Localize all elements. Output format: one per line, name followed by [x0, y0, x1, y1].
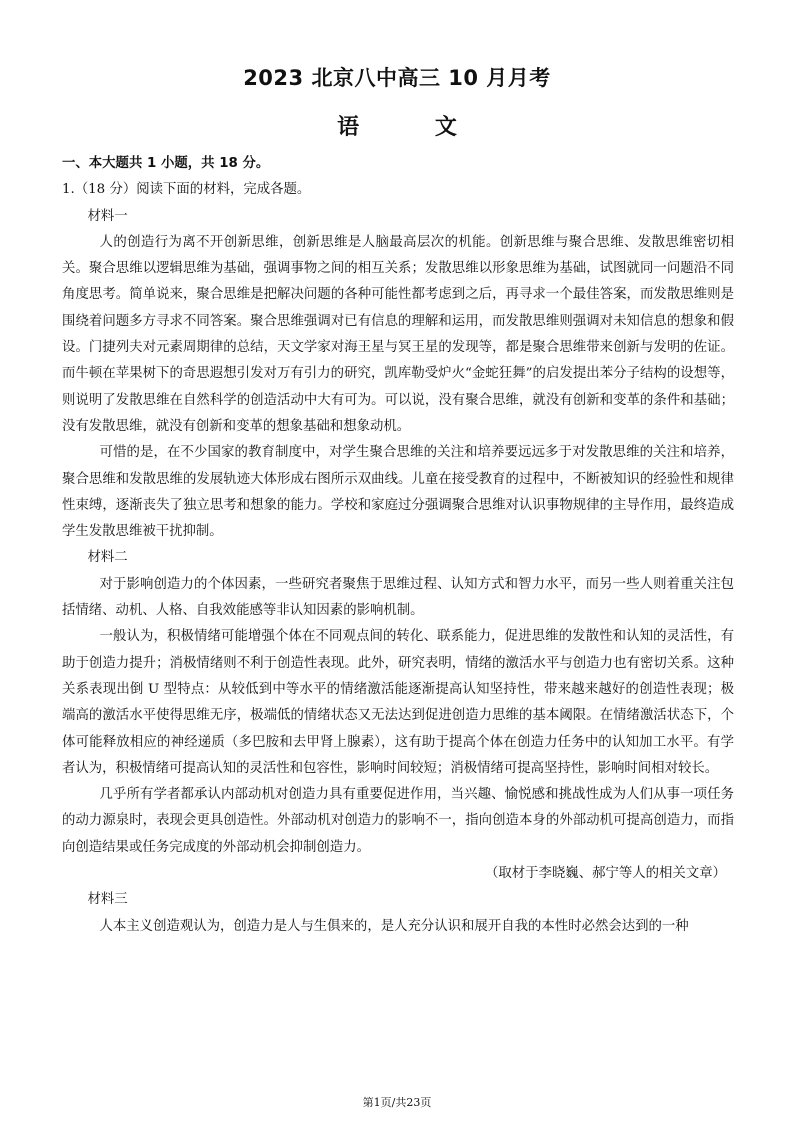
material-label-2: 材料二	[87, 550, 128, 566]
material-label-1: 材料一	[87, 208, 128, 224]
material-2-paragraph-2: 一般认为，积极情绪可能增强个体在不同观点间的转化、联系能力，促进思维的发散性和认知的灵活性，有助于创造力提升；消极情绪则不利于创造性表现。此外，研究表明，情绪的激活水平与创造力也有密切关系。这种关系表现出倒 U 型特点：从较低到中等水平的情绪激活能逐渐提高认知坚持性，带来越来越好的创造性表现；极端高的激活水平使得思维无序，极端低的情绪状态又无法达到促进创造力思维的基本阈限。在情绪激活状态下，个体可能释放相应的神经递质（多巴胺和去甲肾上腺素），这有助于提高个体在创造力任务中的认知加工水平。有学者认为，积极情绪可提高认知的灵活性和包容性，影响时间较短；消极情绪可提高坚持性，影响时间相对较长。	[62, 629, 734, 776]
page-number: 第1页/共23页	[362, 1096, 432, 1109]
material-3-paragraph-1: 人本主义创造观认为，创造力是人与生俱来的，是人充分认识和展开自我的本性时必然会达到的一种	[99, 918, 689, 934]
source-citation: （取材于李晓巍、郝宁等人的相关文章）	[484, 866, 726, 882]
material-2-paragraph-3: 几乎所有学者都承认内部动机对创造力具有重要促进作用，当兴趣、愉悦感和挑战性成为人们从事一项任务的动力源泉时，表现会更具创造性。外部动机对创造力的影响不一，指向创造本身的外部动机可提高创造力，而指向创造结果或任务完成度的外部动机会抑制创造力。	[62, 787, 734, 855]
material-label-3: 材料三	[87, 892, 128, 908]
material-1-paragraph-2: 可惜的是，在不少国家的教育制度中，对学生聚合思维的关注和培养要远远多于对发散思维的关注和培养，聚合思维和发散思维的发展轨迹大体形成右图所示双曲线。儿童在接受教育的过程中，不断被知识的经验性和规律性束缚，逐渐丧失了独立思考和想象的能力。学校和家庭过分强调聚合思维对认识事物规律的主导作用，最终造成学生发散思维被干扰抑制。	[62, 445, 734, 540]
subject-title: 语 文	[337, 115, 491, 140]
exam-title: 2023 北京八中高三 10 月月考	[243, 66, 551, 90]
material-2-paragraph-1: 对于影响创造力的个体因素，一些研究者聚焦于思维过程、认知方式和智力水平，而另一些人则着重关注包括情绪、动机、人格、自我效能感等非认知因素的影响机制。	[62, 576, 734, 619]
material-1-paragraph-1: 人的创造行为离不开创新思维，创新思维是人脑最高层次的机能。创新思维与聚合思维、发散思维密切相关。聚合思维以逻辑思维为基础，强调事物之间的相互关系；发散思维以形象思维为基础，试图就同一问题沿不同角度思考。简单说来，聚合思维是把解决问题的各种可能性都考虑到之后，再寻求一个最佳答案，而发散思维则是围绕着问题多方寻求不同答案。聚合思维强调对已有信息的理解和运用，而发散思维则强调对未知信息的想象和假设。门捷列夫对元素周期律的总结，天文学家对海王星与冥王星的发现等，都是聚合思维带来创新与发明的佐证。而牛顿在苹果树下的奇思遐想引发对万有引力的研究，凯库勒受炉火“金蛇狂舞”的启发提出苯分子结构的设想等，则说明了发散思维在自然科学的创造活动中大有可为。可以说，没有聚合思维，就没有创新和变革的条件和基础；没有发散思维，就没有创新和变革的想象基础和想象动机。	[62, 234, 734, 434]
question-prompt: 1.（18 分）阅读下面的材料，完成各题。	[62, 182, 311, 198]
section-heading: 一、本大题共 1 小题，共 18 分。	[62, 156, 270, 171]
document-body	[62, 151, 734, 940]
